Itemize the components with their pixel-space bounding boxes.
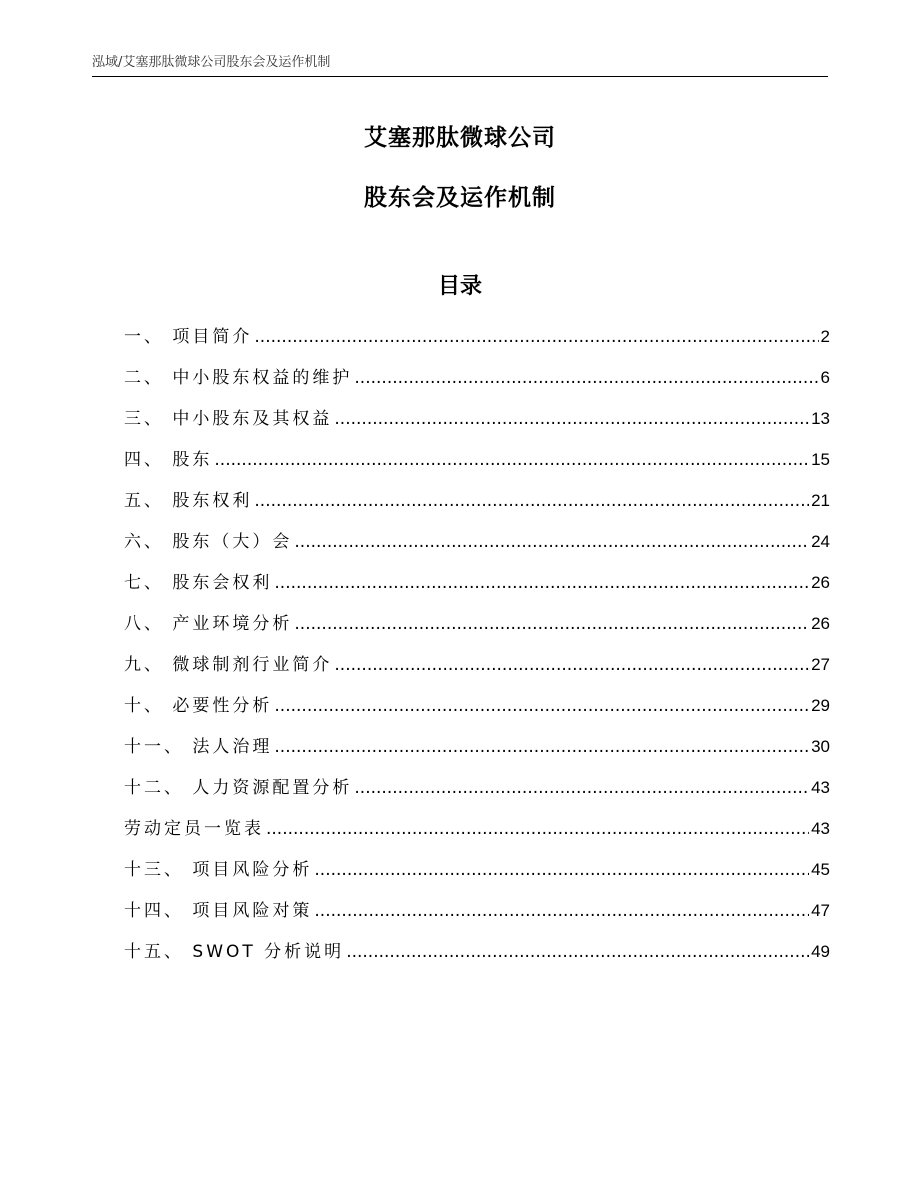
toc-dot-leader	[334, 651, 809, 679]
toc-entry-label[interactable]: 八、 产业环境分析	[124, 614, 293, 634]
toc-entry[interactable]	[124, 774, 830, 815]
toc-dot-leader	[294, 610, 809, 638]
toc-entry-page[interactable]: 6	[820, 368, 830, 387]
toc-entry[interactable]	[124, 364, 830, 405]
toc-entry-page[interactable]: 27	[811, 655, 830, 674]
toc-entry-label[interactable]: 三、 中小股东及其权益	[124, 409, 333, 429]
toc-entry[interactable]	[124, 815, 830, 856]
toc-dot-leader	[314, 856, 809, 884]
toc-entry-label[interactable]: 六、 股东（大）会	[124, 532, 293, 552]
toc-entry-page[interactable]: 43	[811, 819, 830, 838]
document-title-line1: 艾塞那肽微球公司	[364, 125, 556, 151]
toc-entry-label[interactable]: 五、 股东权利	[124, 491, 253, 511]
running-header-title: 泓域/艾塞那肽微球公司股东会及运作机制	[92, 55, 331, 70]
toc-dot-leader	[346, 938, 809, 966]
toc-entry-page[interactable]: 49	[811, 942, 830, 961]
toc-entry[interactable]	[124, 487, 830, 528]
toc-entry[interactable]	[124, 405, 830, 446]
document-title-line2: 股东会及运作机制	[364, 185, 556, 211]
toc-entry-label[interactable]: 十三、 项目风险分析	[124, 860, 313, 880]
toc-entry-label[interactable]: 一、 项目简介	[124, 327, 253, 347]
toc-entry-label[interactable]: 十四、 项目风险对策	[124, 901, 313, 921]
toc-dot-leader	[274, 569, 809, 597]
toc-entry[interactable]	[124, 528, 830, 569]
toc-entry-page[interactable]: 29	[811, 696, 830, 715]
toc-entry-page[interactable]: 30	[811, 737, 830, 756]
toc-entry[interactable]	[124, 651, 830, 692]
toc-heading: 目录	[437, 274, 482, 299]
toc-dot-leader	[274, 692, 809, 720]
toc-dot-leader	[354, 774, 809, 802]
toc-entry[interactable]	[124, 856, 830, 897]
toc-entry-page[interactable]: 24	[811, 532, 830, 551]
toc-entry[interactable]	[124, 446, 830, 487]
toc-dot-leader	[354, 364, 818, 392]
toc-entry-page[interactable]: 15	[811, 450, 830, 469]
toc-entry-label[interactable]: 十、 必要性分析	[124, 696, 273, 716]
toc-entry[interactable]	[124, 938, 830, 979]
toc-dot-leader	[274, 733, 809, 761]
toc-entry-label[interactable]: 二、 中小股东权益的维护	[124, 368, 353, 388]
toc-dot-leader	[214, 446, 809, 474]
toc-entry[interactable]	[124, 569, 830, 610]
toc-entry-page[interactable]: 21	[811, 491, 830, 510]
toc-entry-label[interactable]: 十二、 人力资源配置分析	[124, 778, 353, 798]
toc-entry[interactable]	[124, 323, 830, 364]
toc-entry[interactable]	[124, 610, 830, 651]
toc-dot-leader	[266, 815, 809, 843]
toc-entry[interactable]	[124, 897, 830, 938]
toc-entry-page[interactable]: 26	[811, 573, 830, 592]
toc-entry-page[interactable]: 2	[820, 327, 830, 346]
toc-dot-leader	[334, 405, 809, 433]
toc-entry-label[interactable]: 九、 微球制剂行业简介	[124, 655, 333, 675]
toc-dot-leader	[254, 323, 818, 351]
toc-dot-leader	[294, 528, 809, 556]
toc-entry-page[interactable]: 26	[811, 614, 830, 633]
toc-entry-label[interactable]: 劳动定员一览表	[124, 819, 264, 839]
toc-entry-label[interactable]: 十一、 法人治理	[124, 737, 273, 757]
table-of-contents	[124, 323, 830, 979]
toc-entry-page[interactable]: 47	[811, 901, 830, 920]
toc-entry[interactable]	[124, 733, 830, 774]
toc-entry-page[interactable]: 43	[811, 778, 830, 797]
toc-dot-leader	[254, 487, 809, 515]
running-header	[92, 54, 828, 77]
toc-dot-leader	[314, 897, 809, 925]
toc-entry-page[interactable]: 45	[811, 860, 830, 879]
toc-entry-label[interactable]: 十五、 SWOT 分析说明	[124, 942, 345, 962]
toc-entry-label[interactable]: 七、 股东会权利	[124, 573, 273, 593]
toc-entry-page[interactable]: 13	[811, 409, 830, 428]
toc-entry[interactable]	[124, 692, 830, 733]
toc-entry-label[interactable]: 四、 股东	[124, 450, 213, 470]
